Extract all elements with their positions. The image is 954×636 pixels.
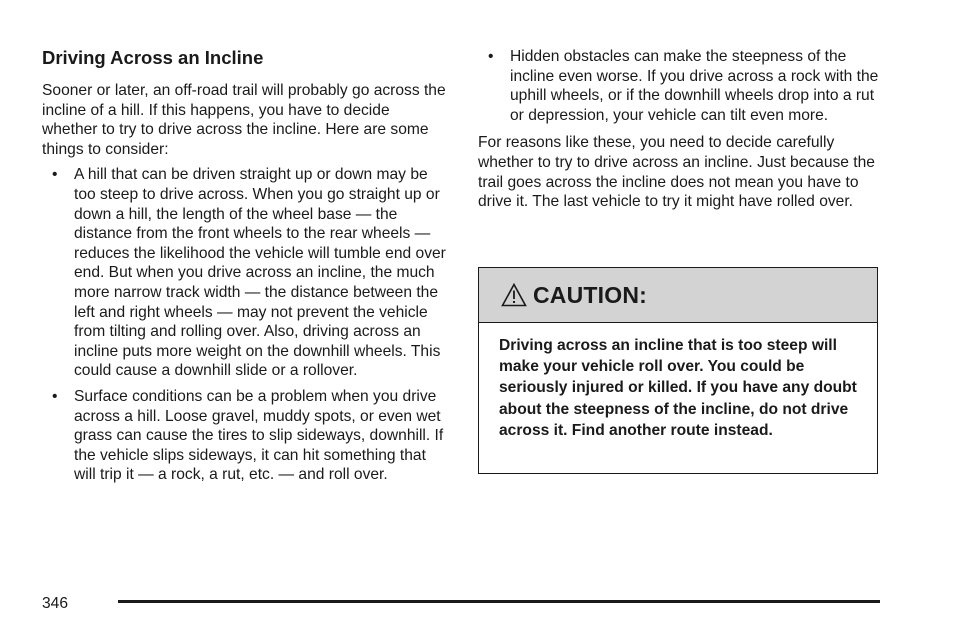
conclusion-paragraph: For reasons like these, you need to decide carefully whether to try to drive across an incline. Just because the trail goes across the incline does not mean you have to drive it. The last vehicle to try it might have rolled over. <box>478 134 875 211</box>
list-item <box>42 165 447 381</box>
list-item <box>478 47 880 125</box>
warning-triangle-icon <box>501 283 527 307</box>
footer-divider <box>118 600 880 603</box>
left-column <box>42 47 447 491</box>
caution-header <box>479 268 877 323</box>
bullet-icon: • <box>488 48 494 65</box>
bullet-list-left <box>42 165 447 485</box>
caution-title: CAUTION: <box>533 281 648 308</box>
caution-text: Driving across an incline that is too steep will make your vehicle roll over. You could be seriously injured or killed. If you have any doubt about the steepness of the incline, do not drive across it. Find another route instead. <box>499 337 857 439</box>
list-item-text: Surface conditions can be a problem when you drive across a hill. Loose gravel, muddy spots, or even wet grass can cause the tires to slip sideways, downhill. If the vehicle slips sideways, it can hit something that will trip it — a rock, a rut, etc. — and roll over. <box>74 387 444 484</box>
bullet-icon: • <box>52 166 58 184</box>
list-item-text: A hill that can be driven straight up or down may be too steep to drive across. When you go straight up or down a hill, the length of the wheel base — the distance from the front wheels to the rear wheels — reduces the likelihood the vehicle will tumble end over end. But when you drive across an incline, the much more narrow track width — the distance between the left and right wheels — may not prevent the vehicle from tilting and rolling over. Also, driving across an incline puts more weight on the downhill wheels. This could cause a downhill slide or a rollover. <box>74 166 446 380</box>
section-heading: Driving Across an Incline <box>42 47 264 68</box>
right-column <box>478 47 880 218</box>
bullet-list-right <box>478 47 880 125</box>
intro-paragraph: Sooner or later, an off-road trail will probably go across the incline of a hill. If this happens, you have to decide whether to try to drive across the incline. Here are some things to consider: <box>42 82 446 158</box>
list-item-text: Hidden obstacles can make the steepness of the incline even worse. If you drive across a rock with the uphill wheels, or if the downhill wheels drop into a rut or depression, your vehicle can tilt even more. <box>510 48 879 124</box>
page-number: 346 <box>42 595 69 612</box>
list-item <box>42 387 447 485</box>
bullet-icon: • <box>52 387 58 405</box>
caution-box <box>478 267 878 474</box>
